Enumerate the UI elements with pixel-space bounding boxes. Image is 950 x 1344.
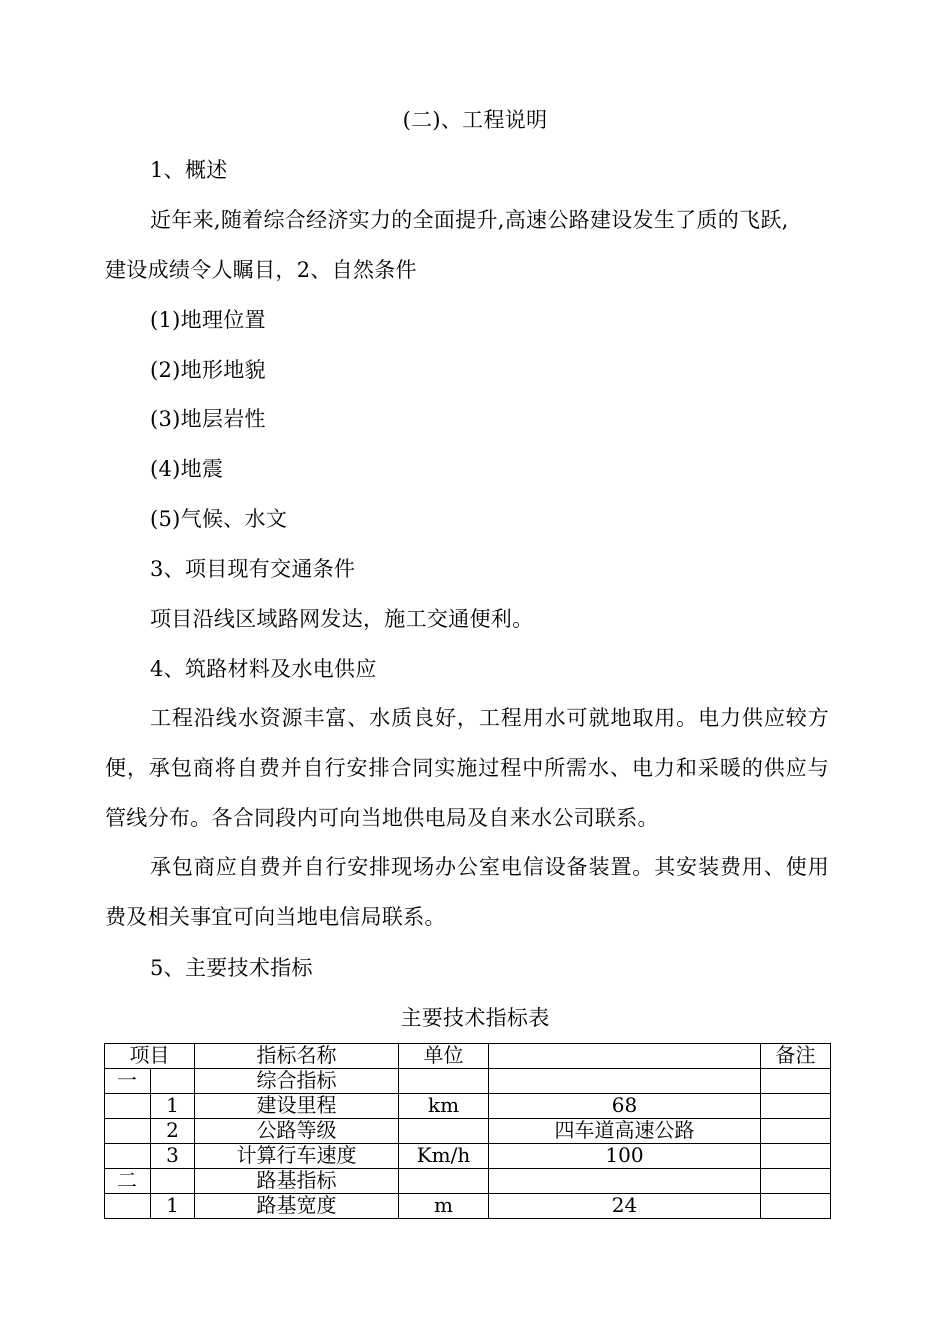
cell-section: [105, 1144, 151, 1169]
table-row: [105, 1144, 831, 1169]
cell-value: [489, 1069, 761, 1094]
paragraph-telecom: 承包商应自费并自行安排现场办公室电信设备装置。其安装费用、使用费及相关事宜可向当地电信局联系。: [105, 855, 829, 929]
cell-name: 计算行车速度: [195, 1144, 399, 1169]
cell-name: 路基指标: [195, 1169, 399, 1194]
cell-index: [151, 1069, 195, 1094]
cell-remark: [761, 1094, 831, 1119]
cell-value: 四车道高速公路: [489, 1119, 761, 1144]
cell-index: [151, 1169, 195, 1194]
header-remark: 备注: [761, 1044, 831, 1069]
cell-name: 路基宽度: [195, 1194, 399, 1219]
table-row: [105, 1094, 831, 1119]
cell-value: 68: [489, 1094, 761, 1119]
cell-remark: [761, 1069, 831, 1094]
cell-unit: km: [399, 1094, 489, 1119]
paragraph-traffic: 项目沿线区域路网发达，施工交通便利。: [150, 607, 534, 631]
list-item-earthquake: (4)地震: [150, 457, 224, 481]
cell-section: 一: [105, 1069, 151, 1094]
cell-unit: m: [399, 1194, 489, 1219]
cell-remark: [761, 1194, 831, 1219]
cell-name: 综合指标: [195, 1069, 399, 1094]
cell-value: [489, 1169, 761, 1194]
list-item-climate: (5)气候、水文: [150, 507, 288, 531]
table-row: [105, 1194, 831, 1219]
tech-indicators-table: [104, 1043, 831, 1219]
table-row: [105, 1069, 831, 1094]
heading-tech-indicators: 5、主要技术指标: [150, 956, 313, 980]
cell-unit: [399, 1119, 489, 1144]
cell-unit: [399, 1169, 489, 1194]
cell-index: 1: [151, 1094, 195, 1119]
cell-index: 2: [151, 1119, 195, 1144]
paragraph-intro-line1: 近年来,随着综合经济实力的全面提升,高速公路建设发生了质的飞跃,: [150, 208, 789, 232]
cell-remark: [761, 1144, 831, 1169]
heading-traffic: 3、项目现有交通条件: [150, 557, 356, 581]
paragraph-intro-line2: 建设成绩令人瞩目，2、自然条件: [105, 258, 417, 282]
cell-remark: [761, 1169, 831, 1194]
cell-index: 3: [151, 1144, 195, 1169]
cell-value: 100: [489, 1144, 761, 1169]
cell-name: 建设里程: [195, 1094, 399, 1119]
list-item-strata: (3)地层岩性: [150, 407, 266, 431]
section-title: (二)、工程说明: [402, 108, 548, 132]
header-name: 指标名称: [195, 1044, 399, 1069]
heading-overview: 1、概述: [150, 158, 228, 182]
header-value: [489, 1044, 761, 1069]
cell-value: 24: [489, 1194, 761, 1219]
cell-index: 1: [151, 1194, 195, 1219]
list-item-terrain: (2)地形地貌: [150, 358, 266, 382]
cell-section: [105, 1194, 151, 1219]
header-project: 项目: [105, 1044, 195, 1069]
paragraph-water-power: 工程沿线水资源丰富、水质良好，工程用水可就地取用。电力供应较方便，承包商将自费并自行安排合同实施过程中所需水、电力和采暖的供应与管线分布。各合同段内可向当地供电局及自来水公司联系。: [105, 706, 829, 830]
cell-unit: Km/h: [399, 1144, 489, 1169]
table-row: [105, 1169, 831, 1194]
cell-section: [105, 1094, 151, 1119]
cell-section: 二: [105, 1169, 151, 1194]
heading-materials: 4、筑路材料及水电供应: [150, 657, 377, 681]
table-row: [105, 1119, 831, 1144]
cell-name: 公路等级: [195, 1119, 399, 1144]
header-unit: 单位: [399, 1044, 489, 1069]
cell-section: [105, 1119, 151, 1144]
cell-remark: [761, 1119, 831, 1144]
cell-unit: [399, 1069, 489, 1094]
table-title: 主要技术指标表: [400, 1006, 550, 1030]
list-item-geo-location: (1)地理位置: [150, 308, 266, 332]
table-header-row: [105, 1044, 831, 1069]
